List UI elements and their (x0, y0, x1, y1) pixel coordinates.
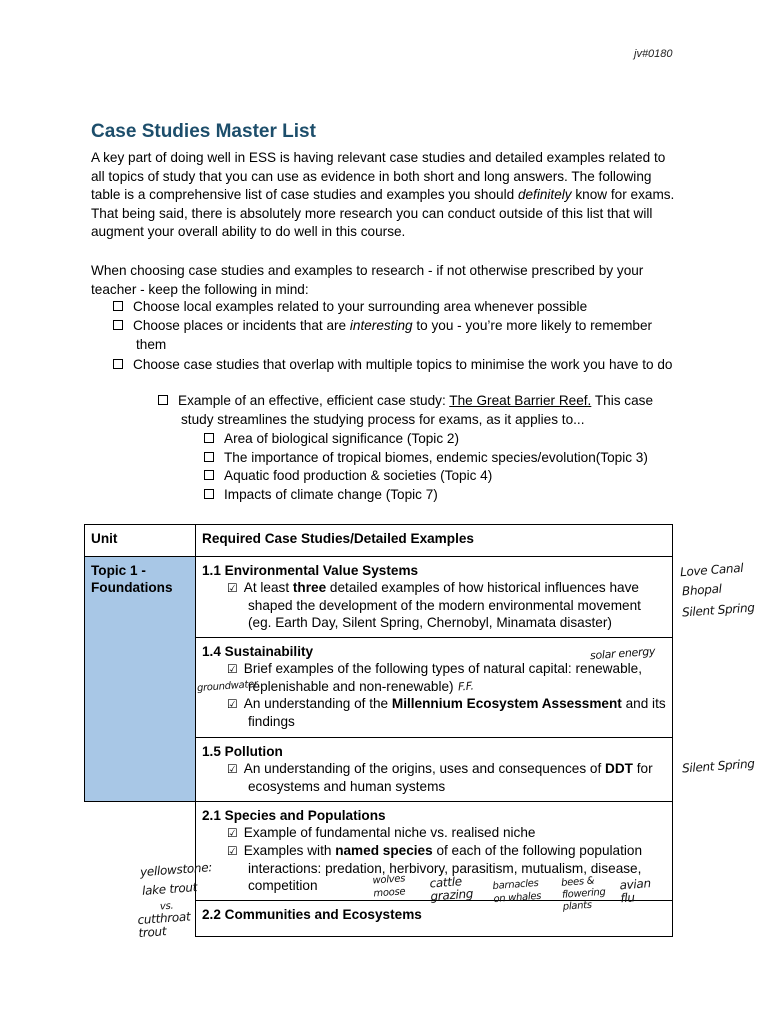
cell-1-1 (196, 557, 673, 638)
section-title: 1.4 Sustainability (202, 644, 314, 659)
handwritten-note: cattle grazing (429, 874, 474, 904)
sub-bullet-2 (204, 449, 674, 468)
handwritten-note: vs. (159, 900, 174, 913)
handwritten-note: groundwater (196, 678, 259, 695)
page-title: Case Studies Master List (91, 121, 316, 142)
check-icon: ☑ (227, 844, 238, 858)
sub-bullet-1 (204, 430, 674, 449)
bullet-text: Choose places or incidents that are (133, 318, 350, 333)
cell-1-5 (196, 738, 673, 802)
section-title: 2.2 Communities and Ecosystems (202, 907, 422, 922)
handwritten-note: Silent Spring (681, 600, 756, 620)
great-barrier-reef-link[interactable]: The Great Barrier Reef. (449, 393, 592, 408)
checkbox-icon (204, 470, 214, 480)
bullet-text: Choose case studies that overlap with multiple topics to minimise the work you have to do (133, 357, 673, 372)
sub-bullet-3 (204, 467, 674, 486)
item-text: An understanding of the (243, 696, 392, 711)
sub-bullet-text: Aquatic food production & societies (Topic 4) (224, 468, 493, 483)
header-unit: Unit (85, 525, 196, 557)
handwritten-note: cutthroat trout (137, 909, 191, 941)
section-title: 2.1 Species and Populations (202, 808, 386, 823)
list-item (202, 760, 666, 795)
check-icon: ☑ (227, 662, 238, 676)
handwritten-note: barnacles on whales (492, 877, 542, 906)
handwritten-note: Love Canal (679, 560, 744, 580)
bullet-text: to you - you’re more likely to remember them (136, 318, 653, 352)
item-text: and its findings (248, 696, 666, 729)
checkbox-icon (204, 433, 214, 443)
bullet-text: This case study streamlines the studying process for exams, as it applies to... (181, 393, 654, 427)
handwritten-note: solar energy (589, 644, 656, 663)
item-text: At least (243, 580, 293, 595)
item-text: An understanding of the origins, uses and consequences of (243, 761, 606, 776)
handwritten-note: Silent Spring (681, 756, 756, 776)
item-text: detailed examples of how historical influences have shaped the development of the modern environmental movement (eg. Earth Day, Silent Spring, Chernobyl, Minamata disaster) (248, 580, 641, 630)
bullet-text: Choose local examples related to your surrounding area whenever possible (133, 299, 588, 314)
checkbox-icon (113, 359, 123, 369)
handwritten-note: yellowstone: (139, 860, 213, 880)
item-text: Brief examples of the following types of natural capital: renewable, replenishable and non-renewable) (243, 661, 642, 694)
checkbox-icon (113, 301, 123, 311)
handwritten-note: lake trout (141, 880, 198, 898)
header-required: Required Case Studies/Detailed Examples (196, 525, 673, 557)
item-text: for ecosystems and human systems (248, 761, 653, 794)
check-icon: ☑ (227, 697, 238, 711)
bullet-text: Example of an effective, efficient case study: (178, 393, 450, 408)
unit-topic-1: Topic 1 - Foundations (85, 557, 196, 802)
checkbox-icon (204, 452, 214, 462)
bullet-emphasis: interesting (349, 318, 413, 333)
intro-emphasis: definitely (517, 187, 572, 202)
checkbox-icon (158, 395, 168, 405)
checkbox-icon (113, 320, 123, 330)
bullet-interesting (113, 317, 673, 354)
sub-bullet-4 (204, 486, 674, 505)
handwritten-note: wolves moose (372, 873, 406, 900)
item-text: Example of fundamental niche vs. realised niche (243, 825, 536, 840)
intro-text-2: know for exams. That being said, there is absolutely more research you can conduct outside of this list that will augment your overall ability to do well in this course. (91, 187, 675, 239)
table-header-row (85, 525, 673, 557)
choosing-intro: When choosing case studies and examples to research - if not otherwise prescribed by your teacher - keep the following in mind: (91, 263, 644, 297)
intro-text-1: A key part of doing well in ESS is having relevant case studies and detailed examples related to all topics of study that you can use as evidence in both short and long answers. The following table is a comprehensive list of case studies and examples you should (91, 150, 666, 202)
section-title: 1.1 Environmental Value Systems (202, 563, 419, 578)
item-bold: Millennium Ecosystem Assessment (391, 696, 622, 711)
list-item (202, 695, 666, 730)
handwritten-note: avian flu (619, 876, 652, 906)
bullet-overlap (113, 356, 673, 375)
sub-bullet-text: The importance of tropical biomes, endemic species/evolution(Topic 3) (224, 450, 648, 465)
handwritten-note: bees & flowering plants (560, 875, 606, 913)
handwritten-note: F.F. (457, 679, 475, 694)
item-bold: DDT (605, 761, 633, 776)
intro-paragraph (91, 149, 681, 242)
bullet-local-examples (113, 298, 673, 317)
list-item (202, 579, 666, 631)
document-code: jv#0180 (634, 48, 673, 60)
check-icon: ☑ (227, 581, 238, 595)
item-bold: three (292, 580, 327, 595)
section-title: 1.5 Pollution (202, 744, 283, 759)
item-bold: named species (335, 843, 433, 858)
bullet-example (158, 392, 673, 429)
sub-bullet-text: Impacts of climate change (Topic 7) (224, 487, 438, 502)
item-text: of each of the following population interactions: predation, herbivory, parasitism, mutualism, disease, competition (248, 843, 643, 893)
check-icon: ☑ (227, 762, 238, 776)
list-item (202, 824, 666, 842)
sub-bullet-text: Area of biological significance (Topic 2) (224, 431, 459, 446)
check-icon: ☑ (227, 826, 238, 840)
handwritten-note: Bhopal (681, 581, 723, 599)
table-row (85, 557, 673, 638)
checkbox-icon (204, 489, 214, 499)
item-text: Examples with (243, 843, 336, 858)
